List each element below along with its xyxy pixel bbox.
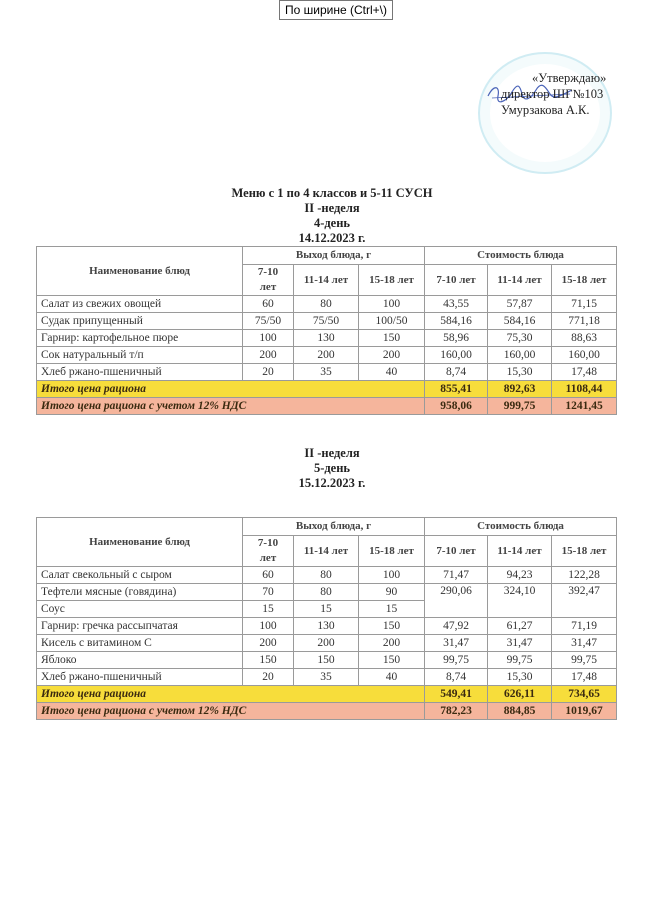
- total-vat-row: [37, 703, 617, 720]
- cost-value: 94,23: [488, 567, 552, 584]
- cost-value: 160,00: [552, 347, 617, 364]
- menu1-heading: [0, 186, 664, 246]
- approval-name: Умурзакова А.К.: [501, 103, 590, 117]
- total-value: 626,11: [488, 686, 552, 703]
- cost-value: 8,74: [425, 364, 488, 381]
- table-row: [37, 618, 617, 635]
- dish-name: Судак припущенный: [37, 313, 243, 330]
- menu-title: Меню с 1 по 4 классов и 5-11 СУСН: [231, 186, 433, 200]
- cost-value: 31,47: [488, 635, 552, 652]
- yield-value: 100: [359, 296, 425, 313]
- yield-value: 90: [359, 584, 425, 601]
- date-label: 14.12.2023 г.: [298, 231, 366, 245]
- table-row: [37, 584, 617, 601]
- total-vat-value: 999,75: [488, 398, 552, 415]
- total-row: [37, 686, 617, 703]
- header-yield-15-18: 15-18 лет: [359, 265, 425, 296]
- total-value: 855,41: [425, 381, 488, 398]
- total-vat-value: 782,23: [425, 703, 488, 720]
- header-yield-15-18: 15-18 лет: [359, 536, 425, 567]
- cost-value: 88,63: [552, 330, 617, 347]
- dish-name: Салат из свежих овощей: [37, 296, 243, 313]
- cost-value: 15,30: [488, 364, 552, 381]
- table-row: [37, 347, 617, 364]
- cost-value: 324,10: [488, 584, 552, 618]
- yield-value: 150: [359, 618, 425, 635]
- yield-value: 60: [243, 567, 294, 584]
- yield-value: 150: [243, 652, 294, 669]
- dish-name: Яблоко: [37, 652, 243, 669]
- cost-value: 31,47: [552, 635, 617, 652]
- header-cost-7-10: 7-10 лет: [425, 536, 488, 567]
- table-row: [37, 652, 617, 669]
- total-label: Итого цена рациона: [37, 686, 425, 703]
- dish-name: Гарнир: гречка рассыпчатая: [37, 618, 243, 635]
- header-name: Наименование блюд: [37, 247, 243, 296]
- cost-value: 160,00: [488, 347, 552, 364]
- yield-value: 60: [243, 296, 294, 313]
- header-cost-15-18: 15-18 лет: [552, 265, 617, 296]
- yield-value: 80: [294, 296, 359, 313]
- cost-value: 31,47: [425, 635, 488, 652]
- yield-value: 15: [294, 601, 359, 618]
- cost-value: 160,00: [425, 347, 488, 364]
- fit-width-tooltip: По ширине (Ctrl+\): [279, 0, 393, 20]
- cost-value: 43,55: [425, 296, 488, 313]
- table-row: [37, 296, 617, 313]
- yield-value: 20: [243, 669, 294, 686]
- total-vat-value: 884,85: [488, 703, 552, 720]
- yield-value: 200: [243, 347, 294, 364]
- header-yield-11-14: 11-14 лет: [294, 265, 359, 296]
- cost-value: 99,75: [488, 652, 552, 669]
- dish-name: Соус: [37, 601, 243, 618]
- yield-value: 100/50: [359, 313, 425, 330]
- table-row: [37, 567, 617, 584]
- dish-name: Салат свекольный с сыром: [37, 567, 243, 584]
- total-vat-label: Итого цена рациона с учетом 12% НДС: [37, 703, 425, 720]
- cost-value: 99,75: [425, 652, 488, 669]
- yield-value: 100: [359, 567, 425, 584]
- header-cost-group: Стоимость блюда: [425, 247, 617, 265]
- header-cost-11-14: 11-14 лет: [488, 536, 552, 567]
- table-row: [37, 330, 617, 347]
- cost-value: 8,74: [425, 669, 488, 686]
- approval-title: «Утверждаю»: [532, 71, 607, 85]
- yield-value: 20: [243, 364, 294, 381]
- yield-value: 40: [359, 669, 425, 686]
- header-yield-7-10: 7-10 лет: [243, 536, 294, 567]
- table-row: [37, 313, 617, 330]
- header-name: Наименование блюд: [37, 518, 243, 567]
- menu2-heading: [0, 446, 664, 491]
- week-label: II -неделя: [304, 201, 360, 215]
- yield-value: 200: [243, 635, 294, 652]
- yield-value: 130: [294, 330, 359, 347]
- cost-value: 290,06: [425, 584, 488, 618]
- total-vat-label: Итого цена рациона с учетом 12% НДС: [37, 398, 425, 415]
- menu1-table: [36, 246, 617, 415]
- cost-value: 17,48: [552, 669, 617, 686]
- yield-value: 35: [294, 364, 359, 381]
- cost-value: 47,92: [425, 618, 488, 635]
- yield-value: 75/50: [294, 313, 359, 330]
- yield-value: 200: [359, 635, 425, 652]
- cost-value: 58,96: [425, 330, 488, 347]
- table-row: [37, 669, 617, 686]
- yield-value: 15: [359, 601, 425, 618]
- yield-value: 200: [294, 635, 359, 652]
- cost-value: 122,28: [552, 567, 617, 584]
- cost-value: 15,30: [488, 669, 552, 686]
- cost-value: 584,16: [425, 313, 488, 330]
- yield-value: 150: [359, 330, 425, 347]
- yield-value: 200: [294, 347, 359, 364]
- header-yield-group: Выход блюда, г: [243, 518, 425, 536]
- header-yield-7-10: 7-10 лет: [243, 265, 294, 296]
- total-vat-row: [37, 398, 617, 415]
- menu2-table: [36, 517, 617, 720]
- yield-value: 75/50: [243, 313, 294, 330]
- total-value: 734,65: [552, 686, 617, 703]
- total-value: 892,63: [488, 381, 552, 398]
- header-cost-15-18: 15-18 лет: [552, 536, 617, 567]
- total-label: Итого цена рациона: [37, 381, 425, 398]
- dish-name: Кисель с витамином С: [37, 635, 243, 652]
- yield-value: 200: [359, 347, 425, 364]
- dish-name: Хлеб ржано-пшеничный: [37, 669, 243, 686]
- table-row: [37, 364, 617, 381]
- yield-value: 100: [243, 330, 294, 347]
- cost-value: 75,30: [488, 330, 552, 347]
- date-label: 15.12.2023 г.: [298, 476, 366, 490]
- header-yield-group: Выход блюда, г: [243, 247, 425, 265]
- total-vat-value: 958,06: [425, 398, 488, 415]
- header-yield-11-14: 11-14 лет: [294, 536, 359, 567]
- yield-value: 80: [294, 567, 359, 584]
- dish-name: Сок натуральный т/п: [37, 347, 243, 364]
- approval-block: [484, 70, 624, 118]
- dish-name: Хлеб ржано-пшеничный: [37, 364, 243, 381]
- cost-value: 57,87: [488, 296, 552, 313]
- yield-value: 100: [243, 618, 294, 635]
- yield-value: 35: [294, 669, 359, 686]
- total-vat-value: 1241,45: [552, 398, 617, 415]
- header-cost-group: Стоимость блюда: [425, 518, 617, 536]
- yield-value: 70: [243, 584, 294, 601]
- approval-position: директор ШГ№103: [501, 87, 604, 101]
- yield-value: 150: [359, 652, 425, 669]
- dish-name: Гарнир: картофельное пюре: [37, 330, 243, 347]
- dish-name: Тефтели мясные (говядина): [37, 584, 243, 601]
- cost-value: 61,27: [488, 618, 552, 635]
- cost-value: 584,16: [488, 313, 552, 330]
- header-cost-7-10: 7-10 лет: [425, 265, 488, 296]
- header-cost-11-14: 11-14 лет: [488, 265, 552, 296]
- total-vat-value: 1019,67: [552, 703, 617, 720]
- cost-value: 71,47: [425, 567, 488, 584]
- cost-value: 771,18: [552, 313, 617, 330]
- table-row: [37, 635, 617, 652]
- day-label: 4-день: [313, 216, 351, 230]
- cost-value: 17,48: [552, 364, 617, 381]
- cost-value: 99,75: [552, 652, 617, 669]
- yield-value: 80: [294, 584, 359, 601]
- yield-value: 40: [359, 364, 425, 381]
- total-row: [37, 381, 617, 398]
- cost-value: 71,19: [552, 618, 617, 635]
- cost-value: 71,15: [552, 296, 617, 313]
- yield-value: 15: [243, 601, 294, 618]
- yield-value: 130: [294, 618, 359, 635]
- day-label: 5-день: [313, 461, 351, 475]
- week-label: II -неделя: [304, 446, 360, 460]
- total-value: 1108,44: [552, 381, 617, 398]
- yield-value: 150: [294, 652, 359, 669]
- total-value: 549,41: [425, 686, 488, 703]
- cost-value: 392,47: [552, 584, 617, 618]
